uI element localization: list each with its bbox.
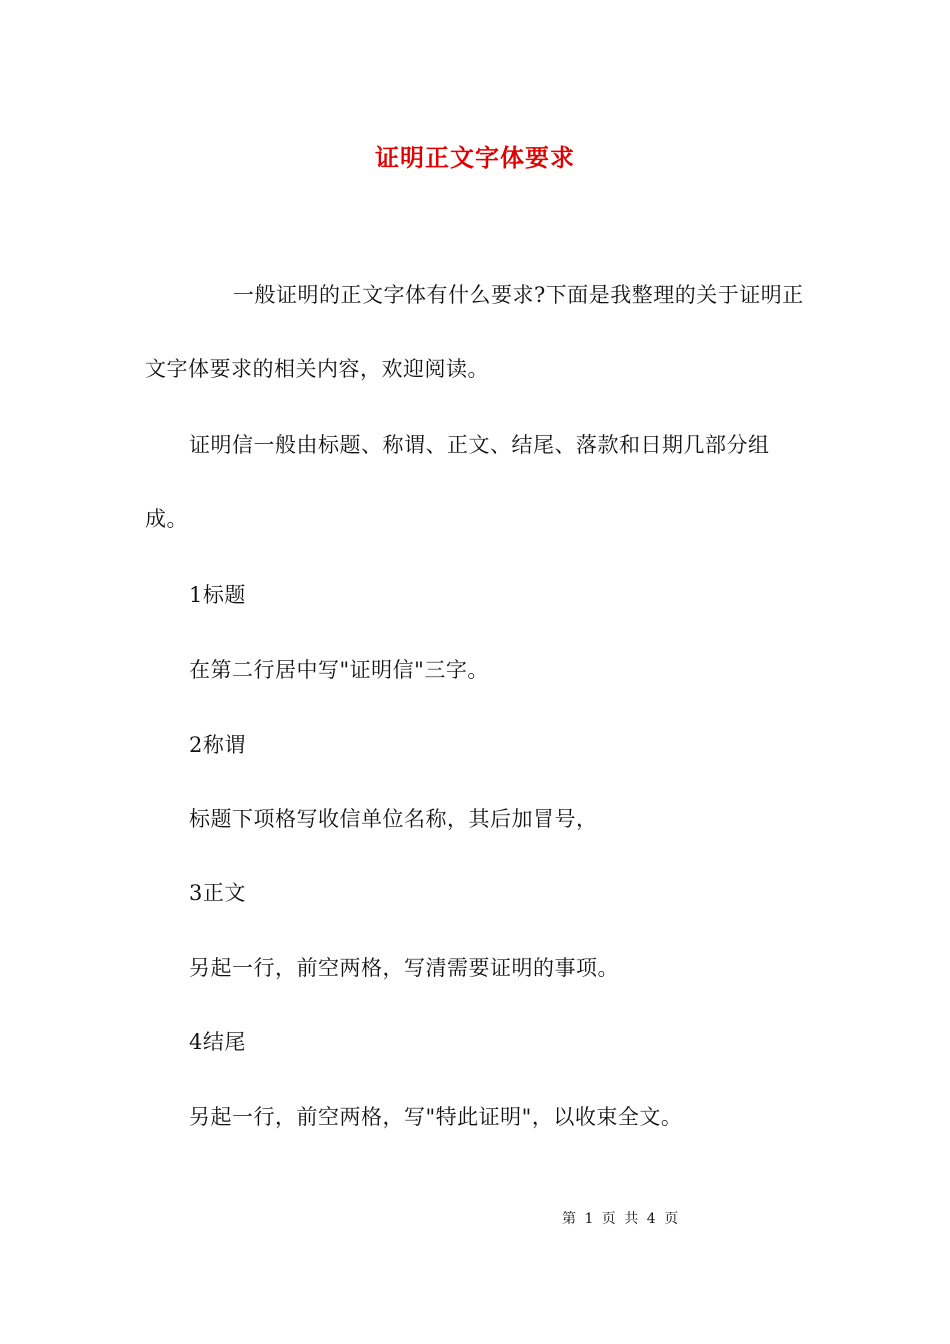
section-heading-ending: 4结尾 — [189, 1030, 246, 1054]
section-heading-body: 3正文 — [189, 881, 246, 905]
section-heading-salutation: 2称谓 — [189, 733, 246, 757]
section-text-ending: 另起一行，前空两格，写"特此证明"，以收束全文。 — [189, 1105, 683, 1129]
intro-paragraph: 一般证明的正文字体有什么要求?下面是我整理的关于证明正文字体要求的相关内容，欢迎阅读。 — [145, 283, 804, 381]
section-text-title: 在第二行居中写"证明信"三字。 — [189, 658, 489, 682]
section-text-salutation: 标题下项格写收信单位名称，其后加冒号， — [189, 807, 598, 831]
page-number-footer: 第 1 页 共 4 页 — [562, 1211, 681, 1227]
section-text-body: 另起一行，前空两格，写清需要证明的事项。 — [189, 956, 619, 980]
structure-paragraph: 证明信一般由标题、称谓、正文、结尾、落款和日期几部分组成。 — [145, 433, 770, 531]
document-title: 证明正文字体要求 — [375, 143, 575, 172]
section-heading-title: 1标题 — [189, 583, 246, 607]
